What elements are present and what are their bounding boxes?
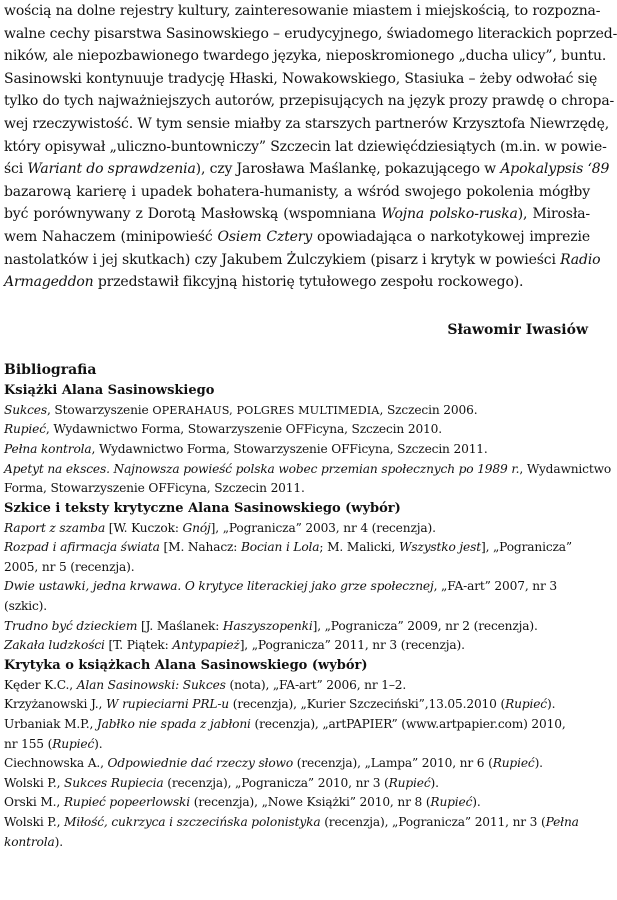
bibliography-entry [4,676,590,696]
italic-title: Alan Sasinowski: Sukces [76,677,226,692]
italic-title: Radio [560,251,601,268]
italic-title: Haszyszopenki [222,618,313,633]
entry-line [4,813,590,833]
text-run: ). [546,697,556,712]
text-run: Wolski P., [4,815,65,829]
text-run: opowiadająca o narkotykowej imprezie [312,228,590,245]
text-run: Orski M., [4,795,64,810]
italic-title: Rozpad i afirmacja świata [4,540,160,555]
text-run: , Wydawnictwo [519,461,612,476]
italic-title: Wariant do sprawdzenia [27,161,196,178]
bibliography-list [4,401,612,499]
text-run: ], „Pogranicza” 2003, nr 4 (recenzja). [210,520,436,535]
text-line [4,181,590,204]
italic-title: Rupieć [505,697,547,712]
bibliography-list [4,676,590,852]
entry-line [4,558,590,578]
text-run: ; M. Malicki, [319,540,399,555]
bibliography-entry [4,577,590,616]
text-run: [J. Maślanek: [137,618,223,633]
entry-line [4,676,590,696]
entry-line [4,695,590,715]
text-run: ). [94,736,103,751]
bibliography-section-heading: Krytyka o książkach Alana Sasinowskiego (wybór) [4,657,368,673]
text-line [4,90,615,113]
bibliography-entry [4,793,590,813]
text-run: ], „Pogranicza” 2011, nr 3 (recenzja). [239,638,465,653]
text-run: , Szczecin 2006. [379,402,478,417]
italic-title: Apetyt na eksces. Najnowsza powieść polska wobec przemian społecznych po 1989 r. [4,461,520,476]
text-line [4,23,617,46]
bibliography [4,360,612,852]
text-run: ). [430,775,439,790]
text-run: ników, ale niepozbawionego twardego języka, nieposkromionego „ducha ulicy”, buntu. [4,48,607,65]
text-run: (recenzja), „Lampa” 2010, nr 6 ( [293,756,493,771]
entry-line [4,519,590,539]
text-run: tylko do tych najważniejszych autorów, przepisujących na język prozy prawdę o chropa- [4,93,615,110]
text-run: przedstawił fikcyjną historię tytułowego zespołu rockowego). [93,274,524,291]
bibliography-entry [4,420,590,440]
text-run: ). [534,756,543,771]
italic-title: Jabłko nie spada z jabłoni [96,717,251,732]
entry-line [4,774,590,794]
text-run: być porównywany z Dorotą Masłowską (wspomniana [4,206,382,223]
text-line [4,226,590,249]
entry-line [4,460,612,480]
text-run: ści [4,161,28,178]
entry-line [4,754,590,774]
text-run: Urbaniak M.P., [4,717,97,732]
bibliography-title: Bibliografia [4,361,97,378]
entry-line [4,833,590,853]
bibliography-entry [4,715,590,754]
italic-title: Wszystko jest [398,540,481,555]
text-run: [T. Piątek: [104,638,173,653]
italic-title: Miłość, cukrzyca i szczecińska polonistyka [64,815,321,829]
italic-title: Rupieć [52,736,95,751]
text-run: bazarową karierę i upadek bohatera-humanisty, a wśród swojego pokolenia mógłby [4,183,590,200]
text-line [4,203,590,226]
text-line [4,45,607,68]
text-line [4,0,601,23]
italic-title: Rupieć [388,775,431,790]
text-line [4,271,590,294]
text-line [4,113,610,136]
text-run: ], „Pogranicza” 2009, nr 2 (recenzja). [312,618,538,633]
italic-title: Rupieć [4,422,46,437]
text-run: Forma, Stowarzyszenie OFFicyna, Szczecin 2011. [4,481,305,496]
text-run: (recenzja), „Pogranicza” 2010, nr 3 ( [163,775,389,790]
bibliography-list [4,519,590,656]
text-run: walne cechy pisarstwa Sasinowskiego – erudycyjnego, świadomego literackich poprzed- [4,25,617,42]
entry-line [4,735,590,755]
bibliography-entry [4,774,590,794]
entry-line [4,420,590,440]
text-run: ), Mirosła- [517,206,590,223]
italic-title: Gnój [182,520,211,535]
text-run: ). [54,834,63,849]
text-run: (recenzja), „artPAPIER” (www.artpapier.com) 2010, [250,717,566,732]
text-run: Sasinowski kontynuuje tradycję Hłaski, Nowakowskiego, Stasiuka – żeby odwołać się [4,70,598,87]
bibliography-entry [4,813,590,852]
italic-title: Raport z szamba [4,520,106,535]
essay-paragraph [4,0,617,294]
bibliography-sections [4,381,612,852]
italic-title: Pełna kontrola [4,441,92,456]
bibliography-entry [4,538,590,577]
italic-title: Dwie ustawki, jedna krwawa. O krytyce literackiej jako grze społecznej [4,579,434,594]
bibliography-entry [4,460,612,499]
italic-title: Rupieć [430,795,473,810]
italic-title: Sukces [4,402,47,417]
text-run: wem Nahaczem (minipowieść [4,228,218,245]
text-run: nastolatków i jej skutkach) czy Jakubem Żulczykiem (pisarz i krytyk w powieści [4,251,561,268]
text-run: , Wydawnictwo Forma, Stowarzyszenie OFFicyna, Szczecin 2010. [45,422,442,437]
text-run: Krzyżanowski J., [4,697,106,712]
text-run: , Wydawnictwo Forma, Stowarzyszenie OFFicyna, Szczecin 2011. [91,441,488,456]
text-run: (nota), „FA-art” 2006, nr 1–2. [225,677,407,692]
text-run: Wolski P., [4,775,65,790]
entry-line [4,597,590,617]
entry-line [4,401,590,421]
text-run: ], „Pogranicza” [480,540,572,555]
text-run: , Stowarzyszenie [46,402,153,417]
italic-title: Pełna [545,815,579,829]
text-run: który opisywał „uliczno-buntowniczy” Szczecin lat dziewięćdziesiątych (m.in. w powie- [4,138,607,155]
italic-title: Zakała ludzkości [4,638,105,653]
entry-line [4,793,590,813]
bibliography-entry [4,519,590,539]
text-run: (szkic). [4,599,47,614]
text-run: nr 155 ( [4,736,53,751]
bibliography-entry [4,401,590,421]
text-run: (recenzja), „Kurier Szczeciński”,13.05.2010 ( [228,697,506,712]
bibliography-entry [4,754,590,774]
italic-title: Rupieć [492,756,535,771]
bibliography-section-heading: Szkice i teksty krytyczne Alana Sasinowskiego (wybór) [4,500,401,516]
entry-line [4,538,590,558]
text-run: wej rzeczywistość. W tym sensie miałby za starszych partnerów Krzysztofa Niewrzędę, [4,115,610,132]
text-run: ). [472,795,481,810]
text-line [4,68,598,91]
text-run: wością na dolne rejestry kultury, zainteresowanie miastem i miejskością, to rozpozna- [4,3,601,19]
entry-line [4,715,590,735]
italic-title: kontrola [4,834,55,849]
bibliography-entry [4,440,590,460]
text-run: , „FA-art” 2007, nr 3 [433,579,557,594]
bibliography-entry [4,695,590,715]
bibliography-entry [4,636,590,656]
text-run: ), czy Jarosława Maślankę, pokazującego w [195,161,501,178]
author-signature: Sławomir Iwasiów [447,321,588,338]
bibliography-section-heading: Książki Alana Sasinowskiego [4,382,215,398]
small-caps-text: OPERAHAUS, POLGRES MULTIMEDIA [152,403,380,417]
text-run: (recenzja), „Nowe Książki” 2010, nr 8 ( [190,795,431,810]
italic-title: Apokalypsis ‘89 [500,161,610,178]
bibliography-entry [4,617,590,637]
entry-line [4,440,590,460]
entry-line [4,577,590,597]
text-run: Ciechnowska A., [4,756,108,771]
entry-line [4,479,590,499]
italic-title: Rupieć popeerlowski [63,795,191,810]
text-run: [W. Kuczok: [105,520,183,535]
italic-title: Bocian i Lola [240,540,320,555]
entry-line [4,617,590,637]
italic-title: Wojna polsko-ruska [381,206,518,223]
italic-title: Osiem Cztery [217,228,313,245]
text-line [4,158,610,181]
text-run: (recenzja), „Pogranicza” 2011, nr 3 ( [320,815,546,829]
text-line [4,136,607,159]
entry-line [4,636,590,656]
text-line [4,249,601,272]
text-run: [M. Nahacz: [159,540,241,555]
italic-title: Trudno być dzieckiem [4,618,138,633]
text-run: 2005, nr 5 (recenzja). [4,559,135,574]
italic-title: Odpowiednie dać rzeczy słowo [107,756,294,771]
italic-title: Sukces Rupiecia [64,775,164,790]
italic-title: W rupieciarni PRL-u [105,697,229,712]
italic-title: Antypapież [172,638,240,653]
italic-title: Armageddon [4,274,94,291]
text-run: Kęder K.C., [4,677,77,692]
